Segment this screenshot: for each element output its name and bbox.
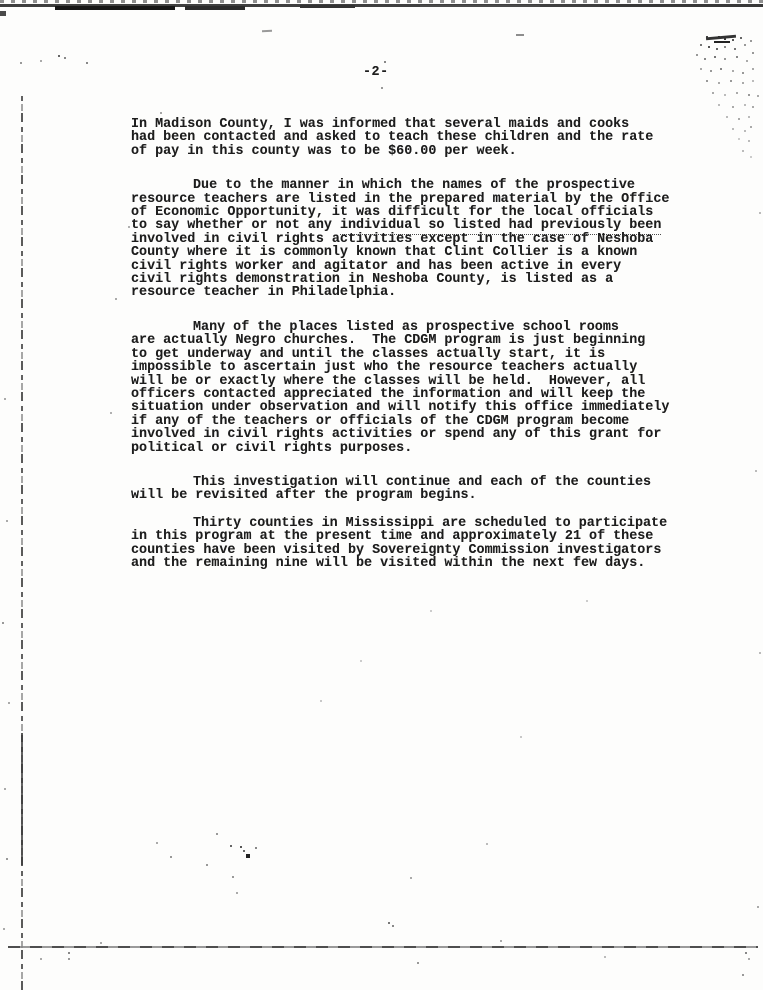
scan-top-perforation-dashes <box>0 0 763 3</box>
text-segment: to say whether or not any <box>131 218 340 234</box>
text-line <box>131 219 731 232</box>
text-line: County where it is commonly known that Clint Collier is a known <box>131 245 638 261</box>
text-line: involved in civil rights activities or spend any of this grant for <box>131 427 662 443</box>
text-line: civil rights worker and agitator and has been active in every <box>131 258 622 274</box>
text-line: involved in civil rights activities except in the case of Neshoba <box>131 231 654 247</box>
text-line: This investigation will continue and each of the counties <box>193 474 652 490</box>
scan-corner-mark <box>0 11 6 16</box>
text-line: and the remaining nine will be visited within the next few days. <box>131 555 646 571</box>
page-number: -2- <box>363 65 389 80</box>
paragraph-thirty-counties <box>131 517 731 571</box>
text-line: will be or exactly where the classes will be held. However, all <box>131 373 646 389</box>
scan-left-fold-line-dark-segment <box>21 735 23 865</box>
scan-top-edge-dark-segment <box>55 6 175 10</box>
scan-top-edge-dark-segment <box>185 6 245 10</box>
text-line: in this program at the present time and approximately 21 of these <box>131 529 654 545</box>
text-line: impossible to ascertain just who the resource teachers actually <box>131 360 638 376</box>
scan-top-edge-dark-segment <box>600 4 763 7</box>
scan-ink-squiggle <box>706 35 736 41</box>
scan-noise-specks <box>0 0 2 2</box>
scan-bottom-edge-line <box>8 946 758 948</box>
text-line: are actually Negro churches. The CDGM program is just beginning <box>131 333 646 349</box>
document-body <box>131 118 731 591</box>
text-line: officers contacted appreciated the information and will keep the <box>131 386 646 402</box>
text-line: political or civil rights purposes. <box>131 440 413 456</box>
text-line: of Economic Opportunity, it was difficult for the local officials <box>131 205 654 221</box>
text-line: In Madison County, I was informed that several maids and cooks <box>131 117 630 132</box>
text-line: will be revisited after the program begins. <box>131 488 477 504</box>
text-line: of pay in this county was to be $60.00 per week. <box>131 143 517 159</box>
text-line: Many of the places listed as prospective school rooms <box>193 319 619 335</box>
scan-stray-dash <box>262 30 272 33</box>
paragraph-cdgm-program <box>131 321 731 455</box>
scan-noise-cluster <box>690 26 692 28</box>
underlined-phrase: individual so listed had previously been <box>339 218 662 234</box>
paragraph-investigation-continue <box>131 476 731 503</box>
scan-stray-dash <box>516 34 524 36</box>
text-line: counties have been visited by Sovereignty Commission investigators <box>131 542 662 558</box>
scan-top-edge-dark-segment <box>420 5 540 7</box>
paragraph-resource-teachers <box>131 179 731 300</box>
text-line: Due to the manner in which the names of the prospective <box>193 178 635 194</box>
scan-ink-squiggle <box>714 41 730 43</box>
text-line: if any of the teachers or officials of the CDGM program become <box>131 413 630 429</box>
text-line: situation under observation and will notify this office immediately <box>131 400 670 416</box>
text-line: civil rights demonstration in Neshoba County, is listed as a <box>131 272 614 288</box>
text-line: Thirty counties in Mississippi are scheduled to participate <box>193 515 668 531</box>
scan-top-edge-dark-segment <box>300 5 355 8</box>
text-line: resource teacher in Philadelphia. <box>131 285 397 301</box>
text-line: had been contacted and asked to teach these children and the rate <box>131 130 654 146</box>
paragraph-madison-county <box>131 118 731 158</box>
text-line: to get underway and until the classes actually start, it is <box>131 346 606 362</box>
text-line: resource teachers are listed in the prepared material by the Office <box>131 191 670 207</box>
